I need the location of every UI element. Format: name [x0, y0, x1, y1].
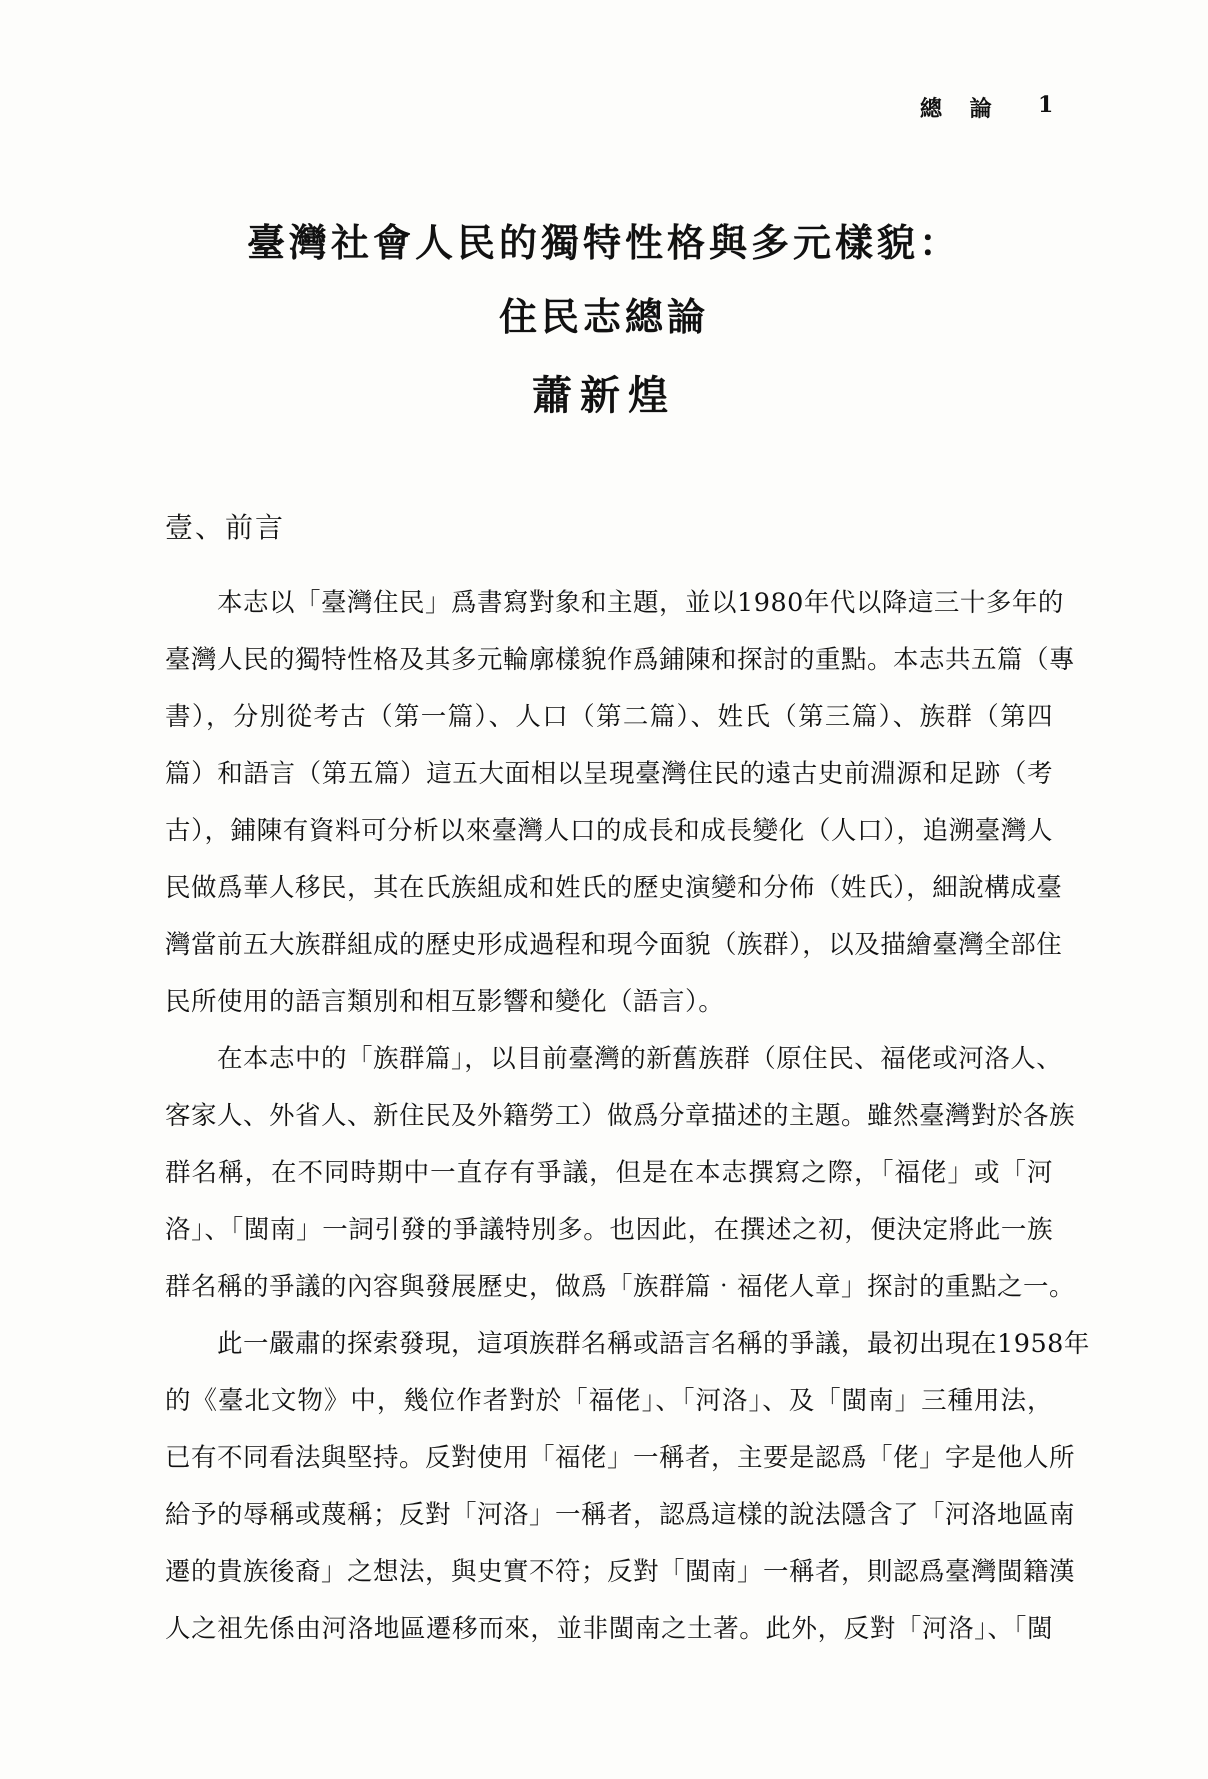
- paragraph-3-line: 人之祖先係由河洛地區遷移而來，並非閩南之土著。此外，反對「河洛」、「閩: [165, 1614, 1053, 1644]
- paragraph-2-line: 群名稱的爭議的內容與發展歷史，做爲「族群篇‧福佬人章」探討的重點之一。: [165, 1272, 1076, 1302]
- body-text: [165, 575, 1090, 1658]
- title-line-1: 臺灣社會人民的獨特性格與多元樣貌：: [246, 221, 961, 265]
- paragraph-1-line: 臺灣人民的獨特性格及其多元輪廓樣貌作爲鋪陳和探討的重點。本志共五篇（專: [165, 645, 1076, 675]
- paragraph-1-line: 本志以「臺灣住民」爲書寫對象和主題，並以1980年代以降這三十多年的: [217, 588, 1064, 618]
- paragraph-1-line: 民做爲華人移民，其在氏族組成和姓氏的歷史演變和分佈（姓氏），細說構成臺: [165, 873, 1063, 903]
- paragraph-3-line: 遷的貴族後裔」之想法，與史實不符；反對「閩南」一稱者，則認爲臺灣閩籍漢: [165, 1557, 1076, 1587]
- paragraph-3-line: 給予的辱稱或蔑稱；反對「河洛」一稱者，認爲這樣的說法隱含了「河洛地區南: [165, 1500, 1076, 1530]
- section-heading: 壹、前言: [165, 511, 286, 544]
- paragraph-2-line: 洛」、「閩南」一詞引發的爭議特別多。也因此，在撰述之初，便決定將此一族: [165, 1215, 1053, 1245]
- paragraph-1-line: 民所使用的語言類別和相互影響和變化（語言）。: [165, 987, 725, 1017]
- paragraph-2-line: 群名稱，在不同時期中一直存有爭議，但是在本志撰寫之際，「福佬」或「河: [165, 1158, 1053, 1188]
- paragraph-3-line: 的《臺北文物》中，幾位作者對於「福佬」、「河洛」、及「閩南」三種用法，: [165, 1386, 1053, 1416]
- paragraph-2-line: 在本志中的「族群篇」，以目前臺灣的新舊族群（原住民、福佬或河洛人、: [217, 1044, 1063, 1074]
- paragraph-1-line: 古），鋪陳有資料可分析以來臺灣人口的成長和成長變化（人口），追溯臺灣人: [165, 816, 1053, 846]
- running-title: 總 論: [920, 96, 1002, 122]
- paragraph-1-line: 灣當前五大族群組成的歷史形成過程和現今面貌（族群），以及描繪臺灣全部住: [165, 930, 1063, 960]
- paragraph-2-line: 客家人、外省人、新住民及外籍勞工）做爲分章描述的主題。雖然臺灣對於各族: [165, 1101, 1076, 1131]
- paragraph-3-line: 此一嚴肅的探索發現，這項族群名稱或語言名稱的爭議，最初出現在1958年: [217, 1329, 1090, 1359]
- title-line-2: 住民志總論: [498, 295, 709, 339]
- page-number: 1: [1038, 92, 1054, 118]
- paragraph-1-line: 篇）和語言（第五篇）這五大面相以呈現臺灣住民的遠古史前淵源和足跡（考: [165, 759, 1053, 789]
- paragraph-3-line: 已有不同看法與堅持。反對使用「福佬」一稱者，主要是認爲「佬」字是他人所: [165, 1443, 1076, 1473]
- author-name: 蕭新煌: [532, 373, 676, 419]
- paragraph-1-line: 書），分別從考古（第一篇）、人口（第二篇）、姓氏（第三篇）、族群（第四: [165, 702, 1053, 732]
